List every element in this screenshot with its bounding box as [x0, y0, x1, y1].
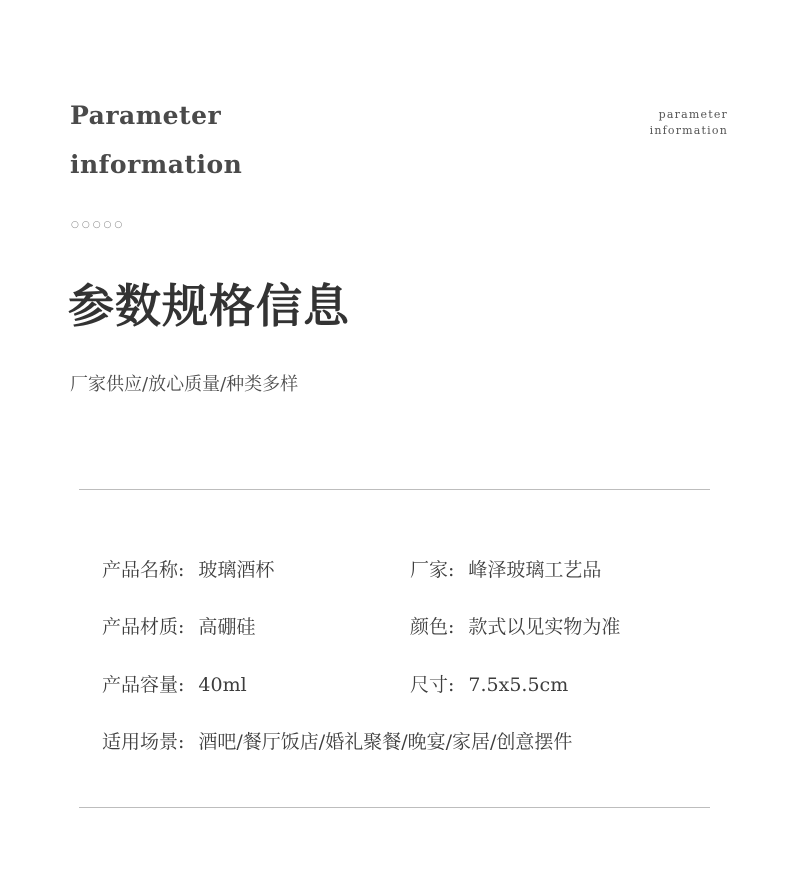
spec-value: 7.5x5.5cm [468, 674, 569, 696]
decorative-dots: ○○○○○ [71, 220, 126, 230]
spec-size [410, 670, 568, 697]
spec-capacity [102, 670, 247, 697]
spec-label: 厂家: [410, 559, 455, 581]
spec-label: 适用场景: [102, 731, 185, 753]
spec-value: 高硼硅 [198, 616, 256, 638]
spec-label: 产品容量: [102, 674, 185, 696]
spec-value: 玻璃酒杯 [198, 559, 275, 581]
corner-label-line1: parameter [658, 108, 728, 121]
spec-label: 产品材质: [102, 616, 185, 638]
spec-value: 款式以见实物为准 [468, 616, 621, 638]
spec-label: 颜色: [410, 616, 455, 638]
spec-label: 尺寸: [410, 674, 455, 696]
spec-material [102, 612, 255, 639]
spec-product-name [102, 555, 274, 582]
spec-value: 峰泽玻璃工艺品 [468, 559, 602, 581]
spec-maker [410, 555, 601, 582]
spec-label: 产品名称: [102, 559, 185, 581]
spec-value: 酒吧/餐厅饭店/婚礼聚餐/晚宴/家居/创意摆件 [198, 731, 573, 753]
page-title: 参数规格信息 [68, 279, 350, 333]
divider-bottom [79, 807, 710, 808]
spec-usage [102, 727, 572, 754]
spec-color [410, 612, 620, 639]
corner-label-line2: information [649, 124, 728, 137]
divider-top [79, 489, 710, 490]
corner-label [650, 107, 728, 139]
page-subtitle: 厂家供应/放心质量/种类多样 [70, 374, 299, 395]
spec-value: 40ml [198, 674, 247, 696]
title-en-line2: information [70, 150, 243, 179]
title-en-line1: Parameter [70, 101, 222, 130]
